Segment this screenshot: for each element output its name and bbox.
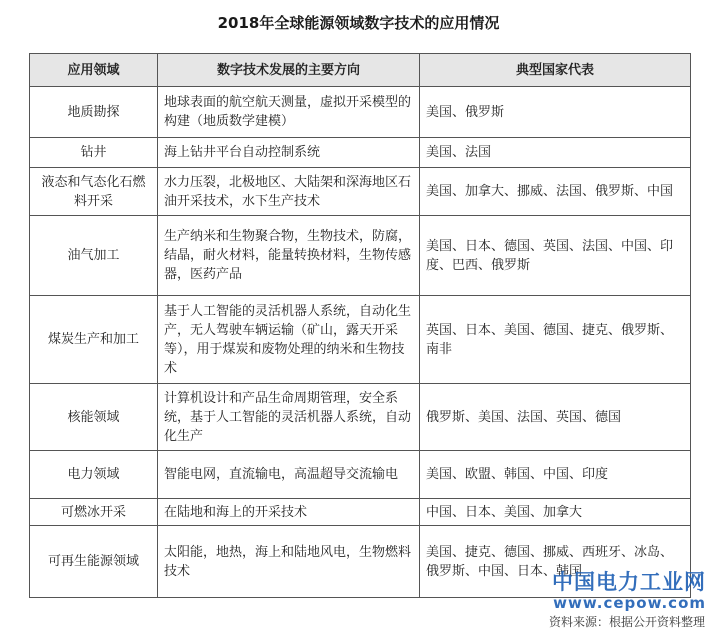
direction-cell: 智能电网，直流输电，高温超导交流输电 <box>158 451 420 499</box>
countries-cell: 美国、加拿大、挪威、法国、俄罗斯、中国 <box>420 168 691 216</box>
table-row <box>30 87 691 138</box>
watermark <box>516 566 706 612</box>
countries-cell: 美国、俄罗斯 <box>420 87 691 138</box>
table-title: 2018年全球能源领域数字技术的应用情况 <box>217 14 500 32</box>
countries-cell: 美国、日本、德国、英国、法国、中国、印度、巴西、俄罗斯 <box>420 216 691 296</box>
field-cell: 煤炭生产和加工 <box>30 296 158 384</box>
table-row <box>30 384 691 451</box>
countries-cell: 美国、捷克、德国、挪威、西班牙、冰岛、俄罗斯、中国、日本、韩国 <box>420 526 691 598</box>
direction-cell: 生产纳米和生物聚合物，生物技术，防腐，结晶，耐火材料，能量转换材料，生物传感器，医药产品 <box>158 216 420 296</box>
field-cell: 可再生能源领域 <box>30 526 158 598</box>
field-cell: 地质勘探 <box>30 87 158 138</box>
direction-cell: 海上钻井平台自动控制系统 <box>158 138 420 168</box>
table-row <box>30 451 691 499</box>
table-row <box>30 138 691 168</box>
countries-cell: 中国、日本、美国、加拿大 <box>420 499 691 526</box>
countries-cell: 英国、日本、美国、德国、捷克、俄罗斯、南非 <box>420 296 691 384</box>
header-direction: 数字技术发展的主要方向 <box>158 54 420 87</box>
table-row <box>30 499 691 526</box>
table-row <box>30 168 691 216</box>
direction-cell: 基于人工智能的灵活机器人系统，自动化生产，无人驾驶车辆运输（矿山，露天开采等），用于煤炭和废物处理的纳米和生物技术 <box>158 296 420 384</box>
countries-cell: 俄罗斯、美国、法国、英国、德国 <box>420 384 691 451</box>
energy-digital-tech-table <box>29 53 691 598</box>
header-field: 应用领域 <box>30 54 158 87</box>
direction-cell: 计算机设计和产品生命周期管理，安全系统，基于人工智能的灵活机器人系统，自动化生产 <box>158 384 420 451</box>
field-cell: 可燃冰开采 <box>30 499 158 526</box>
field-cell: 钻井 <box>30 138 158 168</box>
header-countries: 典型国家代表 <box>420 54 691 87</box>
countries-cell: 美国、欧盟、韩国、中国、印度 <box>420 451 691 499</box>
field-cell: 液态和气态化石燃料开采 <box>30 168 158 216</box>
direction-cell: 太阳能，地热，海上和陆地风电，生物燃料技术 <box>158 526 420 598</box>
watermark-name: 中国电力工业网 <box>552 570 706 594</box>
direction-cell: 在陆地和海上的开采技术 <box>158 499 420 526</box>
table-row <box>30 216 691 296</box>
header-row <box>30 54 691 87</box>
direction-cell: 地球表面的航空航天测量，虚拟开采模型的构建（地质数学建模） <box>158 87 420 138</box>
field-cell: 电力领域 <box>30 451 158 499</box>
field-cell: 核能领域 <box>30 384 158 451</box>
countries-cell: 美国、法国 <box>420 138 691 168</box>
source-note: 资料来源：根据公开资料整理 <box>548 615 705 629</box>
field-cell: 油气加工 <box>30 216 158 296</box>
direction-cell: 水力压裂，北极地区、大陆架和深海地区石油开采技术，水下生产技术 <box>158 168 420 216</box>
table-row <box>30 296 691 384</box>
watermark-url: www.cepow.com <box>553 594 706 612</box>
